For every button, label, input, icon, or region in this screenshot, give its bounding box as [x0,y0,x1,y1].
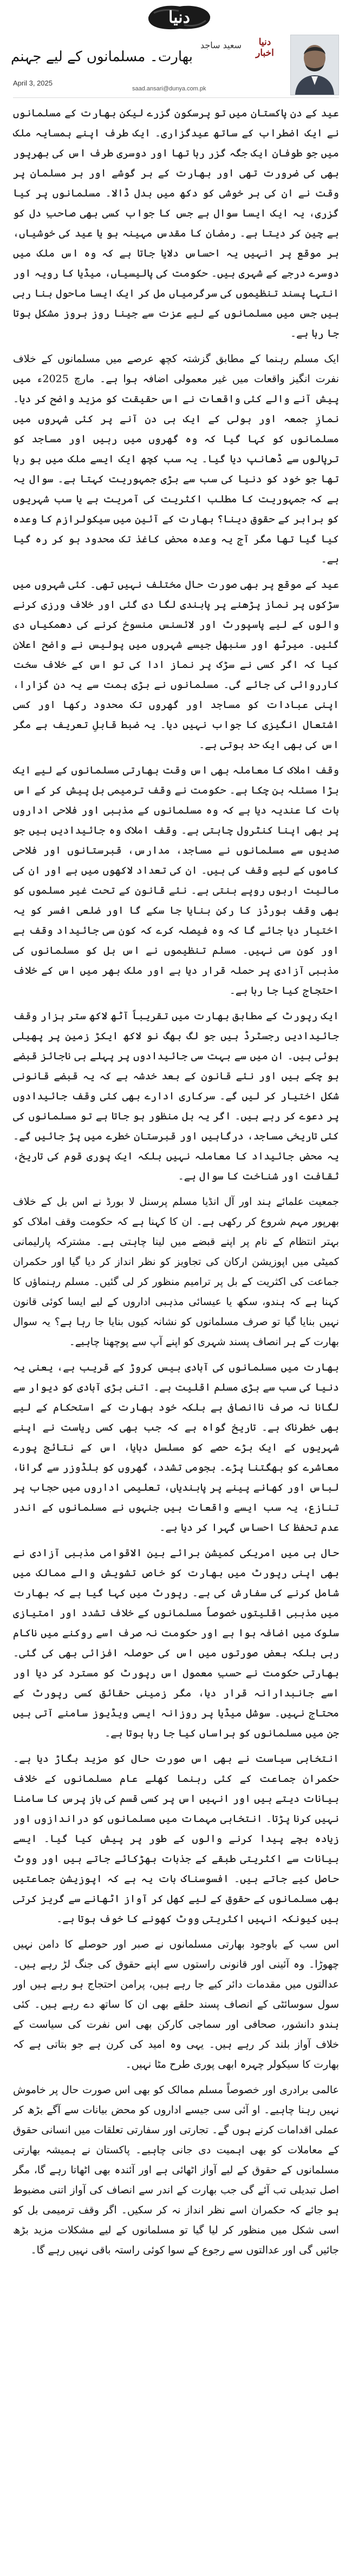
newspaper-logo [146,3,212,31]
column-header [13,32,339,98]
article-paragraph: عالمی برادری اور خصوصاً مسلم ممالک کو بھی اس صورت حال پر خاموش نہیں رہنا چاہیے۔ او آئی سی جیسے اداروں کو محض بیانات سے آگے بڑھ کر عملی اقدامات کرنے ہوں گے۔ تجارتی اور سفارتی تعلقات میں انسانی حقوق کے معاملات کو بھی اہمیت دی جانی چاہیے۔ پاکستان نے ہمیشہ بھارتی مسلمانوں کے حقوق کے لیے آواز اٹھائی ہے اور آئندہ بھی اٹھاتا رہے گا، مگر اصل تبدیلی تب آئے گی جب بھارت کے اندر سے انصاف کی آواز اتنی مضبوط ہو جائے کہ حکمران اسے نظر انداز نہ کر سکیں۔ اگر وقف ترمیمی بل کو اسی شکل میں منظور کر لیا گیا تو مسلمانوں کے لیے مشکلات مزید بڑھ جائیں گی اور عدالتوں سے رجوع کے سوا کوئی راستہ باقی نہیں رہے گا۔ [13,2084,339,2256]
column-brand [246,37,284,58]
publish-date: April 3, 2025 [13,79,53,87]
article-paragraph: بھارت میں مسلمانوں کی آبادی بیس کروڑ کے قریب ہے، یعنی یہ دنیا کی سب سے بڑی مسلم اقلیت ہے۔ اتنی بڑی آبادی کو دیوار سے لگانا نہ صرف ناانصافی ہے بلکہ خود بھارت کے استحکام کے لیے بھی خطرناک ہے۔ تاریخ گواہ ہے کہ جب بھی کسی ریاست نے اپنے شہریوں کے ایک بڑے حصے کو مسلسل دبایا، اس کے نتائج پورے معاشرے کو بھگتنا پڑے۔ ہجومی تشدد، گھروں کو بلڈوزر سے گرانا، لباس اور کھانے پینے پر پابندیاں، تعلیمی اداروں میں حجاب پر تنازع، یہ سب ایسے واقعات ہیں جنہوں نے مسلمانوں کے اندر عدم تحفظ کا احساس گہرا کر دیا ہے۔ [13,1361,339,1533]
brand-line-2: اخبار [256,48,274,58]
article-paragraph: ایک مسلم رہنما کے مطابق گزشتہ کچھ عرصے میں مسلمانوں کے خلاف نفرت انگیز واقعات میں غیر معمولی اضافہ ہوا ہے۔ مارچ 2025ء میں پیش آنے والے کئی واقعات نے اس حقیقت کو مزید واضح کر دیا۔ نمازِ جمعہ اور ہولی کے ایک ہی دن آنے پر کئی شہروں میں مسلمانوں کو کہا گیا کہ وہ گھروں میں رہیں اور مساجد کو ترپالوں سے ڈھانپ دیا گیا۔ یہ سب کچھ ایک ایسے ملک میں ہو رہا تھا جو خود کو دنیا کی سب سے بڑی جمہوریت کہتا ہے۔ سوال یہ ہے کہ جمہوریت کا مطلب اکثریت کی آمریت ہے یا سب شہریوں کو برابر کے حقوق دینا؟ بھارت کے آئین میں سیکولرازم کا وعدہ کیا گیا تھا مگر آج یہ وعدہ محض کاغذ تک محدود ہو کر رہ گیا ہے۔ [13,353,339,565]
author-silhouette-icon [291,35,338,95]
logo-text: دنیا [168,8,190,27]
article-paragraph: انتخابی سیاست نے بھی اس صورت حال کو مزید بگاڑ دیا ہے۔ حکمران جماعت کے کئی رہنما کھلے عام مسلمانوں کے خلاف بیانات دیتے ہیں اور انہیں اس پر کسی قسم کی باز پرس کا سامنا نہیں کرنا پڑتا۔ انتخابی مہمات میں مسلمانوں کو دراندازوں اور زیادہ بچے پیدا کرنے والوں کے طور پر پیش کیا گیا۔ ایسے بیانات سے اکثریتی طبقے کے جذبات بھڑکائے جاتے ہیں اور ووٹ حاصل کیے جاتے ہیں۔ افسوسناک بات یہ ہے کہ اپوزیشن جماعتیں بھی مسلمانوں کے حقوق کے لیے کھل کر آواز اٹھانے سے گریز کرتی ہیں کیونکہ انہیں اکثریتی ووٹ کھونے کا خوف ہوتا ہے۔ [13,1753,339,1925]
article-paragraph: جمعیت علمائے ہند اور آل انڈیا مسلم پرسنل لا بورڈ نے اس بل کے خلاف بھرپور مہم شروع کر رکھی ہے۔ ان کا کہنا ہے کہ حکومت وقف املاک کو بہتر انتظام کے نام پر اپنے قبضے میں لینا چاہتی ہے۔ مشترکہ پارلیمانی کمیٹی میں اپوزیشن ارکان کی تجاویز کو نظر انداز کر دیا گیا اور حکمران جماعت کی اکثریت کے بل پر ترامیم منظور کر لی گئیں۔ مسلم رہنماؤں کا کہنا ہے کہ ہندو، سکھ یا عیسائی مذہبی اداروں کے لیے ایسا کوئی قانون نہیں بنایا گیا تو صرف مسلمانوں کو نشانہ کیوں بنایا جا رہا ہے؟ یہ سوال بھارت کے ہر انصاف پسند شہری کو اپنے آپ سے پوچھنا چاہیے۔ [13,1196,339,1348]
article-paragraph: ایک رپورٹ کے مطابق بھارت میں تقریباً آٹھ لاکھ ستر ہزار وقف جائیدادیں رجسٹرڈ ہیں جو لگ بھگ نو لاکھ ایکڑ زمین پر پھیلی ہوئی ہیں۔ ان میں سے بہت سی جائیدادوں پر پہلے ہی ناجائز قبضے ہو چکے ہیں اور نئے قانون کے بعد خدشہ ہے کہ یہ قبضے قانونی شکل اختیار کر لیں گے۔ سرکاری ادارے بھی کئی وقف جائیدادوں پر دعوے کر رہے ہیں۔ اگر یہ بل منظور ہو جاتا ہے تو مسلمانوں کی کئی تاریخی مساجد، درگاہیں اور قبرستان خطرے میں پڑ جائیں گے۔ یہ محض جائیداد کا معاملہ نہیں بلکہ ایک پوری قوم کی تاریخ، ثقافت اور شناخت کا سوال ہے۔ [13,1010,339,1182]
author-photo [290,35,339,95]
article-body [13,98,339,2260]
masthead [13,0,339,32]
author-name: سعید ساجد [200,40,242,50]
article-paragraph: حال ہی میں امریکی کمیشن برائے بین الاقوامی مذہبی آزادی نے بھی اپنی رپورٹ میں بھارت کو خاص تشویش والے ممالک میں شامل کرنے کی سفارش کی ہے۔ رپورٹ میں کہا گیا ہے کہ بھارت میں مذہبی اقلیتوں خصوصاً مسلمانوں کے خلاف تشدد اور امتیازی سلوک میں اضافہ ہوا ہے اور حکومت نہ صرف اسے روکنے میں ناکام رہی بلکہ بعض صورتوں میں اس کی حوصلہ افزائی بھی کی گئی۔ بھارتی حکومت نے حسبِ معمول اس رپورٹ کو مسترد کر دیا اور اسے جانبدارانہ قرار دیا، مگر زمینی حقائق کسی رپورٹ کے محتاج نہیں۔ سوشل میڈیا پر روزانہ ایسی ویڈیوز سامنے آتی ہیں جن میں مسلمانوں کو ہراساں کیا جا رہا ہوتا ہے۔ [13,1547,339,1739]
article-headline: بھارت۔ مسلمانوں کے لیے جہنم [11,49,193,65]
author-email: saad.ansari@dunya.com.pk [132,86,206,92]
article-paragraph: وقف املاک کا معاملہ بھی اس وقت بھارتی مسلمانوں کے لیے ایک بڑا مسئلہ بن چکا ہے۔ حکومت نے وقف ترمیمی بل پیش کر کے اس بات کا عندیہ دیا ہے کہ وہ مسلمانوں کے مذہبی اور فلاحی اداروں پر بھی اپنا کنٹرول چاہتی ہے۔ وقف املاک وہ جائیدادیں ہیں جو صدیوں سے مسلمانوں نے مساجد، مدارس، قبرستانوں اور فلاحی کاموں کے لیے وقف کی ہیں۔ ان کی تعداد لاکھوں میں ہے اور ان کی مالیت اربوں روپے بنتی ہے۔ نئے قانون کے تحت غیر مسلموں کو بھی وقف بورڈز کا رکن بنایا جا سکے گا اور ضلعی افسر کو یہ اختیار دیا جائے گا کہ وہ فیصلہ کرے کہ کون سی جائیداد وقف ہے اور کون سی نہیں۔ مسلم تنظیموں نے اس بل کو مسلمانوں کی مذہبی آزادی پر حملہ قرار دیا ہے اور ملک بھر میں اس کے خلاف احتجاج کیا جا رہا ہے۔ [13,764,339,997]
brand-line-1: دنیا [258,37,271,48]
article-paragraph: عید کے موقع پر بھی صورت حال مختلف نہیں تھی۔ کئی شہروں میں سڑکوں پر نماز پڑھنے پر پابندی لگا دی گئی اور خلاف ورزی کرنے والوں کے لیے پاسپورٹ اور لائسنس منسوخ کرنے کی دھمکیاں دی گئیں۔ میرٹھ اور سنبھل جیسے شہروں میں پولیس نے واضح اعلان کیا کہ اگر کسی نے سڑک پر نماز ادا کی تو اس کے خلاف سخت کارروائی کی جائے گی۔ مسلمانوں نے بڑی ہمت سے یہ دن گزارا، اپنی عبادات کو مساجد اور گھروں تک محدود رکھا اور کسی اشتعال انگیزی کا جواب نہیں دیا۔ یہ ضبط قابلِ تعریف ہے مگر اس کی بھی ایک حد ہوتی ہے۔ [13,579,339,751]
article-paragraph: اس سب کے باوجود بھارتی مسلمانوں نے صبر اور حوصلے کا دامن نہیں چھوڑا۔ وہ آئینی اور قانونی راستوں سے اپنے حقوق کی جنگ لڑ رہے ہیں۔ عدالتوں میں مقدمات دائر کیے جا رہے ہیں، پرامن احتجاج ہو رہے ہیں اور سول سوسائٹی کے انصاف پسند حلقے بھی ان کا ساتھ دے رہے ہیں۔ کئی ہندو دانشور، صحافی اور سماجی کارکن بھی اس نفرت کی سیاست کے خلاف آواز بلند کر رہے ہیں۔ یہی وہ امید کی کرن ہے جو بتاتی ہے کہ بھارت کا سیکولر چہرہ ابھی پوری طرح مٹا نہیں۔ [13,1938,339,2070]
article-paragraph: عید کے دن پاکستان میں تو پرسکون گزرے لیکن بھارت کے مسلمانوں نے ایک اضطراب کے ساتھ عیدگزاری۔ ایک طرف اپنے ہمسایہ ملک میں جو طوفان ایک جگہ گزر رہا تھا اور دوسری طرف اس کی بھرپور بھی کی ضرورت تھی اور بھارت کے ہر گوشے اور ہر مسلمان پر وقت نے ان کی ہر خوشی کو دکھ میں بدل ڈالا۔ مسلمانوں پر کیا گزری، یہ ایک ایسا سوال ہے جس کا جواب کسی بھی صاحبِ دل کو بے چین کر دیتا ہے۔ رمضان کا مقدس مہینہ ہو یا عید کی خوشیاں، ہر موقع پر انہیں یہ احساس دلایا جاتا ہے کہ وہ اس ملک میں دوسرے درجے کے شہری ہیں۔ حکومت کی پالیسیاں، میڈیا کا رویہ اور انتہا پسند تنظیموں کی سرگرمیاں مل کر ایک ایسا ماحول بنا رہی ہیں جس میں مسلمانوں کے لیے عزت سے جینا روز بروز مشکل ہوتا جا رہا ہے۔ [13,107,339,339]
